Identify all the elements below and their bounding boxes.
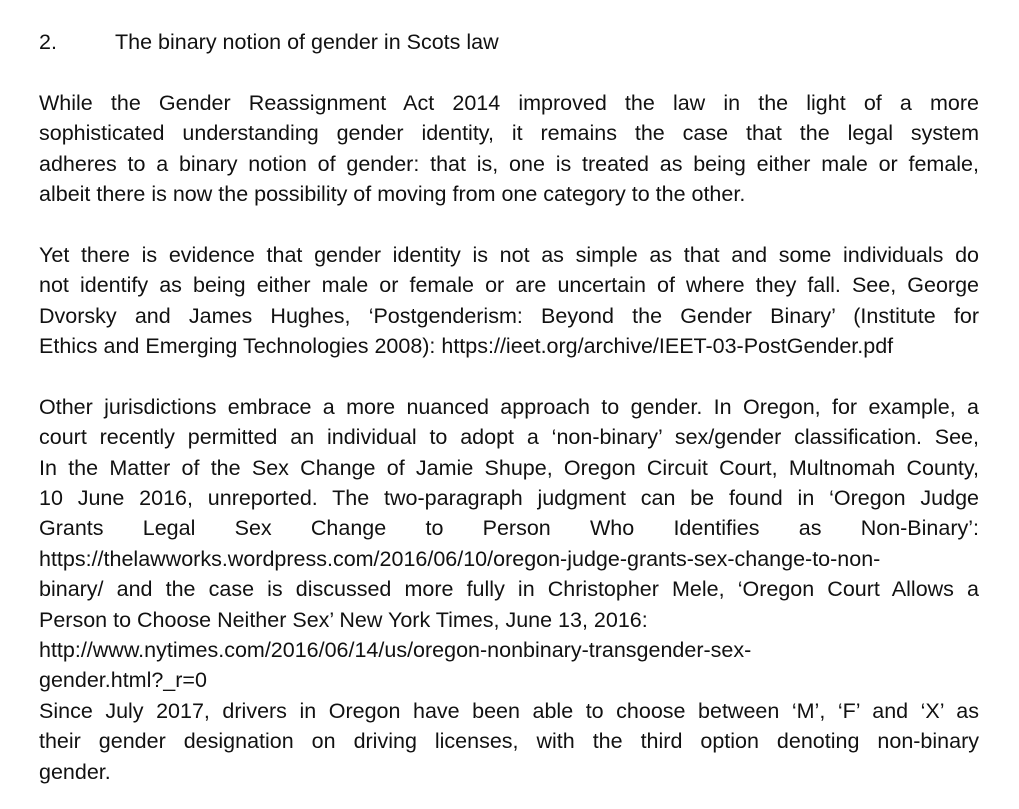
- paragraph-line: not identify as being either male or female or are uncertain of where they fall. See, George: [39, 273, 979, 298]
- paragraph-line: https://thelawworks.wordpress.com/2016/06/10/oregon-judge-grants-sex-change-to-non-: [39, 546, 881, 571]
- paragraph-line: Other jurisdictions embrace a more nuanced approach to gender. In Oregon, for example, a: [39, 394, 979, 419]
- section-number: 2.: [39, 30, 57, 54]
- paragraph-line: court recently permitted an individual to adopt a ‘non-binary’ sex/gender classification. See,: [39, 425, 979, 450]
- paragraph-line: Dvorsky and James Hughes, ‘Postgenderism: Beyond the Gender Binary’ (Institute for: [39, 303, 979, 328]
- paragraph-line: Ethics and Emerging Technologies 2008): https://ieet.org/archive/IEET-03-PostGender.pdf: [39, 334, 894, 359]
- paragraph-4: [39, 696, 979, 787]
- paragraph-line: Since July 2017, drivers in Oregon have been able to choose between ‘M’, ‘F’ and ‘X’ as: [39, 698, 979, 723]
- paragraph-line: While the Gender Reassignment Act 2014 improved the law in the light of a more: [39, 90, 979, 115]
- paragraph-line: http://www.nytimes.com/2016/06/14/us/oregon-nonbinary-transgender-sex-: [39, 638, 752, 663]
- paragraph-line: binary/ and the case is discussed more fully in Christopher Mele, ‘Oregon Court Allows a: [39, 577, 979, 602]
- section-title: The binary notion of gender in Scots law: [115, 30, 499, 54]
- paragraph-2: [39, 240, 979, 362]
- paragraph-1: [39, 88, 979, 210]
- paragraph-line: adheres to a binary notion of gender: that is, one is treated as being either male or female,: [39, 151, 979, 176]
- paragraph-line: sophisticated understanding gender identity, it remains the case that the legal system: [39, 121, 979, 146]
- paragraph-line: In the Matter of the Sex Change of Jamie Shupe, Oregon Circuit Court, Multnomah County,: [39, 455, 979, 480]
- section-heading: [39, 27, 979, 57]
- paragraph-line: Yet there is evidence that gender identity is not as simple as that and some individuals do: [39, 242, 979, 267]
- paragraph-line: Person to Choose Neither Sex’ New York Times, June 13, 2016:: [39, 607, 648, 632]
- paragraph-3: [39, 392, 979, 696]
- paragraph-line: gender.: [39, 759, 111, 784]
- paragraph-line: albeit there is now the possibility of moving from one category to the other.: [39, 182, 746, 207]
- document-page: [39, 27, 979, 787]
- paragraph-line: their gender designation on driving licenses, with the third option denoting non-binary: [39, 729, 979, 754]
- paragraph-line: Grants Legal Sex Change to Person Who Identifies as Non-Binary’:: [39, 516, 979, 541]
- paragraph-line: 10 June 2016, unreported. The two-paragraph judgment can be found in ‘Oregon Judge: [39, 486, 979, 511]
- paragraph-line: gender.html?_r=0: [39, 668, 207, 693]
